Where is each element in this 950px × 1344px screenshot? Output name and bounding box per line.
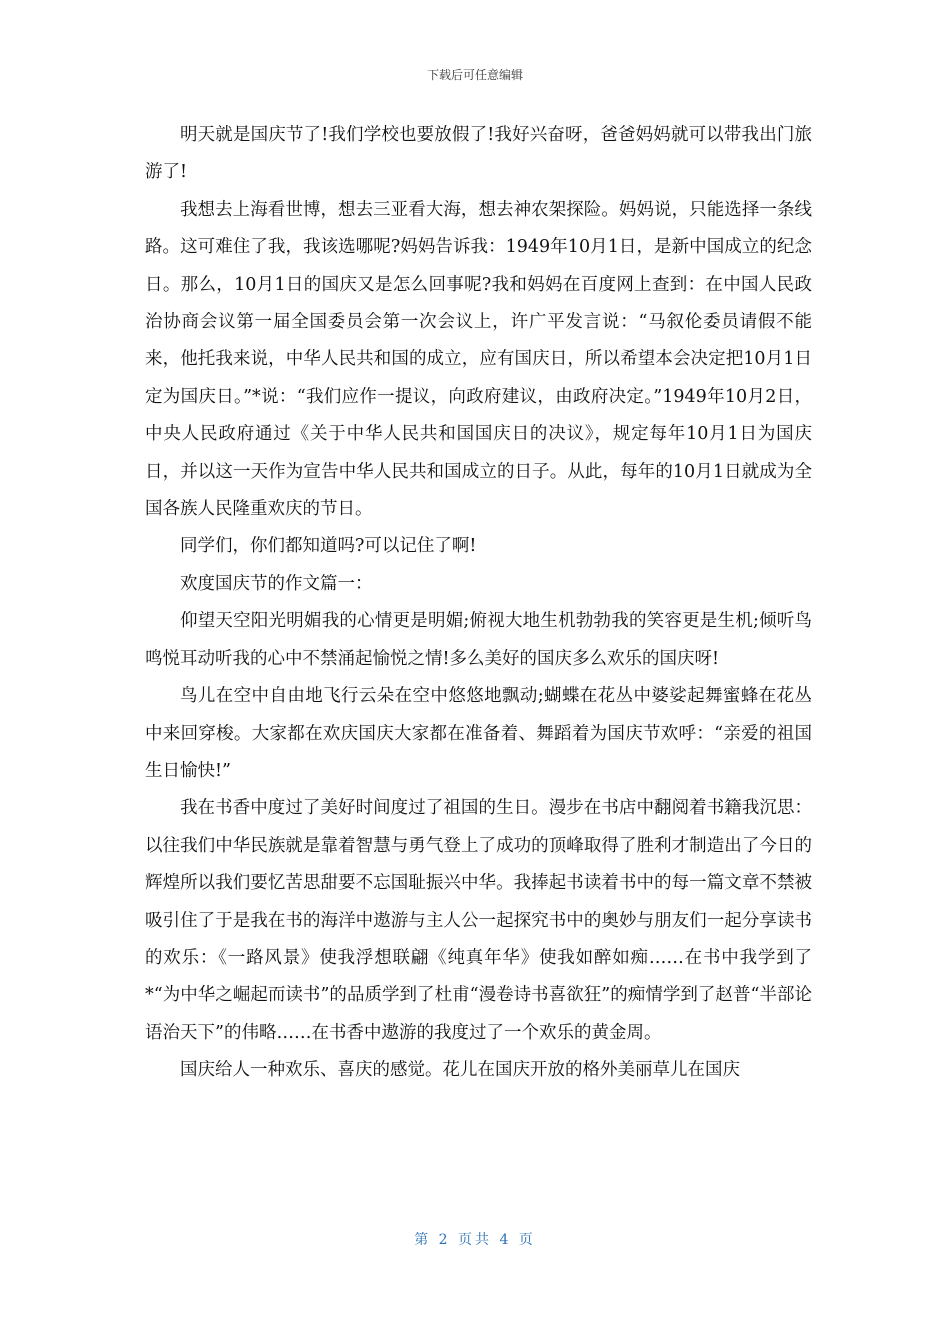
paragraph: 鸟儿在空中自由地飞行云朵在空中悠悠地飘动;蝴蝶在花丛中婆娑起舞蜜蜂在花丛中来回穿梭。大家都在欢庆国庆大家都在准备着、舞蹈着为国庆节欢呼：“亲爱的祖国生日愉快!” [145,686,812,781]
paragraph: 同学们，你们都知道吗?可以记住了啊! [180,536,477,557]
paragraph: 仰望天空阳光明媚我的心情更是明媚;俯视大地生机勃勃我的笑容更是生机;倾听鸟鸣悦耳动听我的心中不禁涌起愉悦之情!多么美好的国庆多么欢乐的国庆呀! [145,611,812,669]
paragraph: 明天就是国庆节了!我们学校也要放假了!我好兴奋呀，爸爸妈妈就可以带我出门旅游了! [145,125,812,183]
paragraph: 国庆给人一种欢乐、喜庆的感觉。花儿在国庆开放的格外美丽草儿在国庆 [180,1060,740,1081]
section-heading: 欢度国庆节的作文篇一： [180,573,373,594]
document-body [145,117,812,1090]
paragraph: 我在书香中度过了美好时间度过了祖国的生日。漫步在书店中翻阅着书籍我沉思：以往我们中华民族就是靠着智慧与勇气登上了成功的顶峰取得了胜利才制造出了今日的辉煌所以我们要忆苦思甜要不忘国耻振兴中华。我捧起书读着书中的每一篇文章不禁被吸引住了于是我在书的海洋中遨游与主人公一起探究书中的奥妙与朋友们一起分享读书的欢乐：《一路风景》使我浮想联翩《纯真年华》使我如醉如痴……在书中我学到了*“为中华之崛起而读书”的品质学到了杜甫“漫卷诗书喜欲狂”的痴情学到了赵普“半部论语治天下”的伟略……在书香中遨游的我度过了一个欢乐的黄金周。 [145,798,812,1043]
paragraph: 我想去上海看世博，想去三亚看大海，想去神农架探险。妈妈说，只能选择一条线路。这可难住了我，我该选哪呢?妈妈告诉我：1949年10月1日，是新中国成立的纪念日。那么，10月1日的国庆又是怎么回事呢?我和妈妈在百度网上查到：在中国人民政治协商会议第一届全国委员会第一次会议上，许广平发言说：“马叙伦委员请假不能来，他托我来说，中华人民共和国的成立，应有国庆日，所以希望本会决定把10月1日定为国庆日。”*说：“我们应作一提议，向政府建议，由政府决定。”1949年10月2日，中央人民政府通过《关于中华人民共和国国庆日的决议》，规定每年10月1日为国庆日，并以这一天作为宣告中华人民共和国成立的日子。从此，每年的10月1日就成为全国各族人民隆重欢庆的节日。 [145,199,812,520]
page-number-footer: 第 2 页共 4 页 [414,1232,536,1248]
page-header: 下载后可任意编辑 [426,68,523,82]
